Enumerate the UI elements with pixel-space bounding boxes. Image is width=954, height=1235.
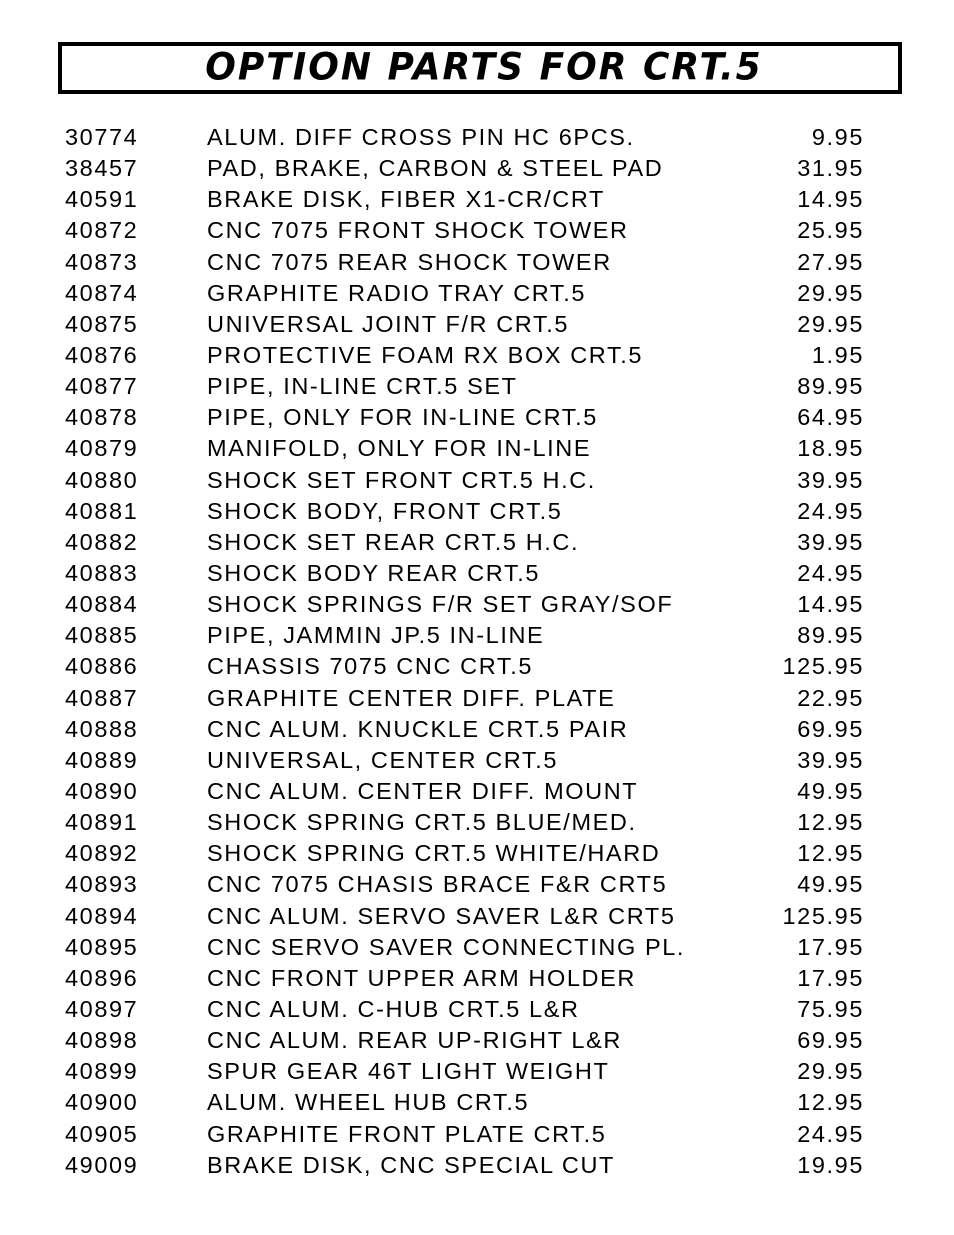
- part-description: GRAPHITE RADIO TRAY CRT.5: [207, 279, 587, 306]
- part-number: 40895: [65, 933, 139, 960]
- part-description: CNC FRONT UPPER ARM HOLDER: [207, 964, 636, 991]
- part-number: 40882: [65, 528, 139, 555]
- part-number: 40900: [65, 1089, 139, 1116]
- part-price: 39.95: [797, 528, 864, 555]
- part-price: 18.95: [797, 435, 864, 462]
- part-price: 49.95: [797, 871, 864, 898]
- part-description: SHOCK SET FRONT CRT.5 H.C.: [207, 466, 596, 493]
- part-row: [0, 184, 954, 215]
- part-number: 40883: [65, 559, 139, 586]
- part-row: [0, 745, 954, 776]
- part-price: 125.95: [782, 653, 864, 680]
- part-row: [0, 1087, 954, 1118]
- part-price: 12.95: [797, 1089, 864, 1116]
- part-description: CNC ALUM. C-HUB CRT.5 L&R: [207, 995, 580, 1022]
- part-row: [0, 714, 954, 745]
- part-price: 29.95: [797, 310, 864, 337]
- part-row: [0, 869, 954, 900]
- part-price: 12.95: [797, 840, 864, 867]
- part-number: 40889: [65, 746, 139, 773]
- part-number: 40878: [65, 404, 139, 431]
- part-row: [0, 1056, 954, 1087]
- part-description: CNC ALUM. KNUCKLE CRT.5 PAIR: [207, 715, 629, 742]
- part-price: 49.95: [797, 777, 864, 804]
- part-description: SHOCK BODY REAR CRT.5: [207, 559, 541, 586]
- part-row: [0, 278, 954, 309]
- part-number: 40897: [65, 995, 139, 1022]
- part-row: [0, 807, 954, 838]
- part-number: 40591: [65, 186, 139, 213]
- part-description: SHOCK SET REAR CRT.5 H.C.: [207, 528, 580, 555]
- part-number: 40894: [65, 902, 139, 929]
- part-price: 17.95: [797, 964, 864, 991]
- part-description: MANIFOLD, ONLY FOR IN-LINE: [207, 435, 592, 462]
- part-row: [0, 651, 954, 682]
- part-number: 40898: [65, 1027, 139, 1054]
- part-description: CHASSIS 7075 CNC CRT.5: [207, 653, 534, 680]
- part-number: 40874: [65, 279, 139, 306]
- part-number: 40884: [65, 591, 139, 618]
- part-number: 40880: [65, 466, 139, 493]
- part-row: [0, 153, 954, 184]
- part-description: SHOCK SPRING CRT.5 BLUE/MED.: [207, 809, 637, 836]
- part-description: CNC 7075 REAR SHOCK TOWER: [207, 248, 612, 275]
- part-row: [0, 247, 954, 278]
- part-row: [0, 901, 954, 932]
- part-description: PIPE, ONLY FOR IN-LINE CRT.5: [207, 404, 598, 431]
- part-row: [0, 215, 954, 246]
- part-row: [0, 589, 954, 620]
- part-price: 24.95: [797, 1120, 864, 1147]
- part-row: [0, 496, 954, 527]
- part-description: UNIVERSAL, CENTER CRT.5: [207, 746, 559, 773]
- part-row: [0, 122, 954, 153]
- page-title: OPTION PARTS FOR CRT.5: [205, 45, 763, 89]
- part-number: 49009: [65, 1151, 139, 1178]
- part-price: 9.95: [811, 124, 864, 150]
- part-price: 12.95: [797, 809, 864, 836]
- part-price: 31.95: [797, 155, 864, 182]
- part-number: 40881: [65, 497, 139, 524]
- part-price: 22.95: [797, 684, 864, 711]
- part-description: CNC 7075 CHASIS BRACE F&R CRT5: [207, 871, 668, 898]
- part-price: 69.95: [797, 1027, 864, 1054]
- part-row: [0, 963, 954, 994]
- title-box: [58, 42, 902, 94]
- part-price: 24.95: [797, 559, 864, 586]
- part-description: CNC 7075 FRONT SHOCK TOWER: [207, 217, 629, 244]
- part-price: 1.95: [811, 341, 864, 368]
- part-number: 40886: [65, 653, 139, 680]
- part-price: 64.95: [797, 404, 864, 431]
- part-row: [0, 371, 954, 402]
- part-number: 38457: [65, 155, 139, 182]
- part-description: GRAPHITE CENTER DIFF. PLATE: [207, 684, 616, 711]
- part-price: 75.95: [797, 995, 864, 1022]
- part-row: [0, 465, 954, 496]
- part-price: 19.95: [797, 1151, 864, 1178]
- part-price: 14.95: [797, 186, 864, 213]
- part-description: PROTECTIVE FOAM RX BOX CRT.5: [207, 341, 644, 368]
- part-number: 40877: [65, 373, 139, 400]
- part-price: 89.95: [797, 373, 864, 400]
- part-number: 40873: [65, 248, 139, 275]
- parts-list: [0, 122, 954, 1181]
- part-row: [0, 838, 954, 869]
- part-price: 29.95: [797, 1058, 864, 1085]
- part-price: 89.95: [797, 622, 864, 649]
- part-number: 40875: [65, 310, 139, 337]
- part-row: [0, 994, 954, 1025]
- part-row: [0, 527, 954, 558]
- part-row: [0, 1025, 954, 1056]
- part-description: SHOCK SPRING CRT.5 WHITE/HARD: [207, 840, 661, 867]
- part-number: 40905: [65, 1120, 139, 1147]
- part-price: 39.95: [797, 746, 864, 773]
- part-row: [0, 620, 954, 651]
- part-number: 40879: [65, 435, 139, 462]
- part-price: 27.95: [797, 248, 864, 275]
- part-number: 40887: [65, 684, 139, 711]
- part-description: PAD, BRAKE, CARBON & STEEL PAD: [207, 155, 664, 182]
- part-row: [0, 402, 954, 433]
- part-row: [0, 683, 954, 714]
- part-number: 40892: [65, 840, 139, 867]
- part-number: 40890: [65, 777, 139, 804]
- part-number: 40872: [65, 217, 139, 244]
- part-row: [0, 932, 954, 963]
- part-description: BRAKE DISK, CNC SPECIAL CUT: [207, 1151, 615, 1178]
- part-description: PIPE, JAMMIN JP.5 IN-LINE: [207, 622, 545, 649]
- part-number: 40876: [65, 341, 139, 368]
- part-row: [0, 309, 954, 340]
- part-description: PIPE, IN-LINE CRT.5 SET: [207, 373, 518, 400]
- part-price: 69.95: [797, 715, 864, 742]
- part-number: 40893: [65, 871, 139, 898]
- part-row: [0, 1119, 954, 1150]
- part-price: 125.95: [782, 902, 864, 929]
- part-number: 30774: [65, 124, 139, 150]
- part-row: [0, 776, 954, 807]
- part-price: 24.95: [797, 497, 864, 524]
- part-description: SPUR GEAR 46T LIGHT WEIGHT: [207, 1058, 610, 1085]
- part-price: 39.95: [797, 466, 864, 493]
- part-description: CNC ALUM. REAR UP-RIGHT L&R: [207, 1027, 622, 1054]
- part-row: [0, 558, 954, 589]
- part-description: GRAPHITE FRONT PLATE CRT.5: [207, 1120, 607, 1147]
- part-number: 40896: [65, 964, 139, 991]
- part-description: SHOCK BODY, FRONT CRT.5: [207, 497, 563, 524]
- part-price: 29.95: [797, 279, 864, 306]
- part-description: UNIVERSAL JOINT F/R CRT.5: [207, 310, 570, 337]
- part-row: [0, 433, 954, 464]
- part-description: CNC ALUM. CENTER DIFF. MOUNT: [207, 777, 639, 804]
- part-price: 17.95: [797, 933, 864, 960]
- part-description: CNC ALUM. SERVO SAVER L&R CRT5: [207, 902, 676, 929]
- part-description: ALUM. DIFF CROSS PIN HC 6PCS.: [207, 124, 635, 150]
- part-description: CNC SERVO SAVER CONNECTING PL.: [207, 933, 686, 960]
- part-description: SHOCK SPRINGS F/R SET GRAY/SOF: [207, 591, 674, 618]
- part-price: 14.95: [797, 591, 864, 618]
- part-row: [0, 340, 954, 371]
- part-number: 40885: [65, 622, 139, 649]
- part-row: [0, 1150, 954, 1181]
- part-description: ALUM. WHEEL HUB CRT.5: [207, 1089, 530, 1116]
- part-number: 40899: [65, 1058, 139, 1085]
- part-price: 25.95: [797, 217, 864, 244]
- part-number: 40891: [65, 809, 139, 836]
- part-number: 40888: [65, 715, 139, 742]
- part-description: BRAKE DISK, FIBER X1-CR/CRT: [207, 186, 605, 213]
